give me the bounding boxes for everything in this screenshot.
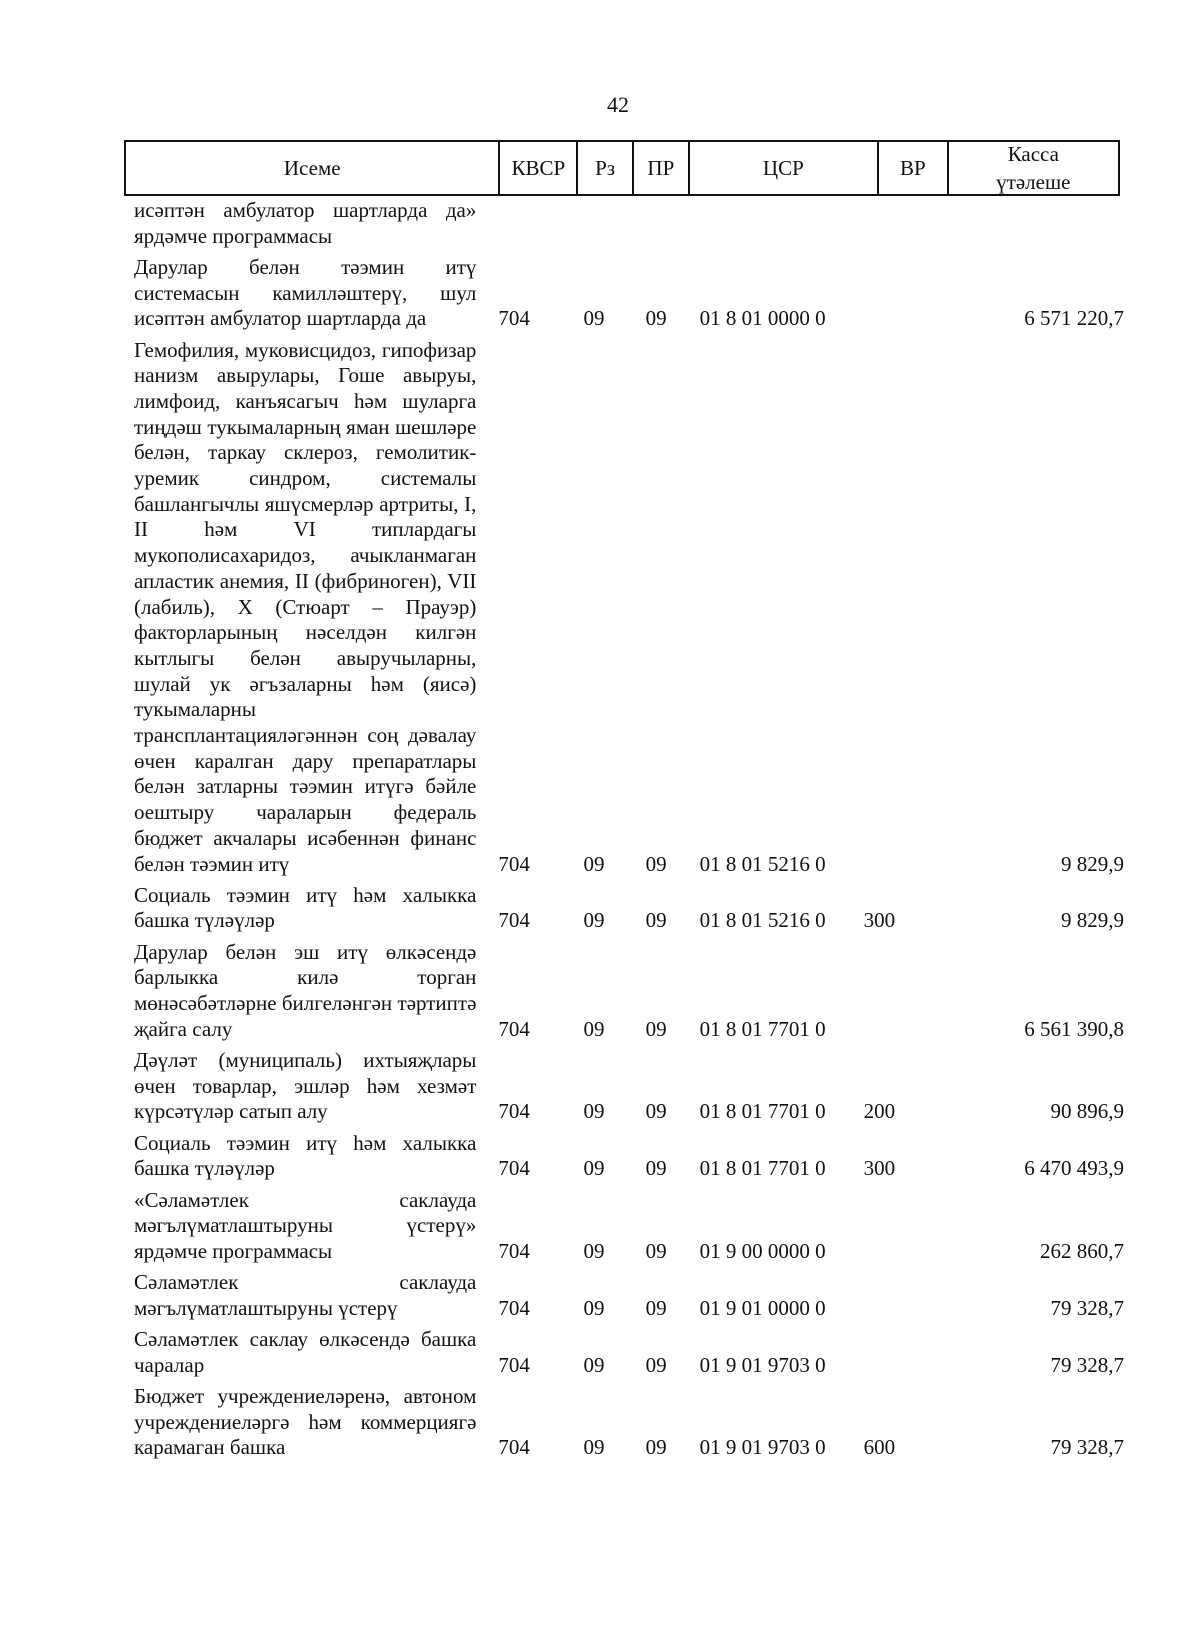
row-sum: 6 561 390,8	[1024, 1016, 1125, 1041]
row-csr: 01 8 01 5216 0	[699, 908, 826, 933]
row-kvsr: 704	[498, 1352, 530, 1377]
row-kvsr: 704	[498, 1295, 530, 1320]
row-rz: 09	[583, 908, 605, 933]
table-row	[134, 198, 1124, 249]
row-pr: 09	[645, 1435, 667, 1460]
header-name: Исеме	[126, 142, 500, 194]
row-rz: 09	[583, 1156, 605, 1181]
table-row	[134, 1270, 1124, 1321]
row-csr: 01 9 01 9703 0	[699, 1352, 826, 1377]
row-vr: 300	[863, 1156, 896, 1181]
row-kvsr: 704	[498, 1238, 530, 1263]
row-vr: 200	[863, 1099, 896, 1124]
row-name: Дәүләт (муниципаль) ихтыяҗлары өчен товарлар, эшләр һәм хезмәт күрсәтүләр сатып алу	[134, 1048, 477, 1124]
row-sum: 79 328,7	[1050, 1435, 1125, 1460]
header-kvsr: КВСР	[500, 142, 578, 194]
header-sum-line2: үтәлеше	[996, 170, 1071, 194]
row-csr: 01 9 01 9703 0	[699, 1435, 826, 1460]
row-pr: 09	[645, 1295, 667, 1320]
row-csr: 01 8 01 7701 0	[699, 1156, 826, 1181]
row-sum: 6 470 493,9	[1024, 1156, 1125, 1181]
row-sum: 90 896,9	[1050, 1099, 1125, 1124]
row-rz: 09	[583, 1238, 605, 1263]
row-csr: 01 8 01 7701 0	[699, 1099, 826, 1124]
row-name: Сәламәтлек саклау өлкәсендә башка чаралар	[134, 1327, 477, 1377]
table-row	[134, 1131, 1124, 1182]
table-row	[134, 940, 1124, 1043]
row-sum: 79 328,7	[1050, 1352, 1125, 1377]
row-name: Социаль тәэмин итү һәм халыкка башка түләүләр	[134, 1130, 477, 1181]
row-rz: 09	[583, 1295, 605, 1320]
table-row	[134, 1384, 1124, 1461]
row-kvsr: 704	[498, 908, 530, 933]
row-sum: 9 829,9	[1061, 908, 1125, 933]
row-kvsr: 704	[498, 1099, 530, 1124]
row-rz: 09	[583, 1099, 605, 1124]
row-sum: 262 860,7	[1040, 1238, 1125, 1263]
row-csr: 01 9 01 0000 0	[699, 1295, 826, 1320]
row-name: Социаль тәэмин итү һәм халыкка башка түләүләр	[134, 882, 477, 933]
row-rz: 09	[583, 306, 605, 331]
row-pr: 09	[645, 1238, 667, 1263]
row-sum: 6 571 220,7	[1024, 306, 1125, 331]
row-rz: 09	[583, 1016, 605, 1041]
row-pr: 09	[645, 1099, 667, 1124]
row-csr: 01 8 01 5216 0	[699, 851, 826, 876]
row-name: Дарулар белән эш итү өлкәсендә барлыкка килә торган мөнәсәбәтләрне билгеләнгән тәртиптә җайга салу	[134, 939, 477, 1041]
row-rz: 09	[583, 851, 605, 876]
row-csr: 01 8 01 7701 0	[699, 1016, 826, 1041]
header-pr: ПР	[634, 142, 690, 194]
header-rz: Рз	[578, 142, 634, 194]
row-name: «Сәламәтлек саклауда мәгълүматлаштыруны үстерү» ярдәмче программасы	[134, 1187, 477, 1263]
row-name: Дарулар белән тәэмин итү системасын камилләштерү, шул исәптән амбулатор шартларда да	[134, 254, 477, 331]
table-row	[134, 255, 1124, 332]
row-kvsr: 704	[498, 1016, 530, 1041]
row-kvsr: 704	[498, 851, 530, 876]
row-name: Сәламәтлек саклауда мәгълүматлаштыруны үстерү	[134, 1270, 477, 1320]
row-kvsr: 704	[498, 1156, 530, 1181]
row-sum: 9 829,9	[1061, 851, 1125, 876]
page-number: 42	[607, 92, 629, 117]
row-sum: 79 328,7	[1050, 1295, 1125, 1320]
row-kvsr: 704	[498, 306, 530, 331]
row-pr: 09	[645, 1156, 667, 1181]
header-csr: ЦСР	[690, 142, 879, 194]
row-csr: 01 8 01 0000 0	[699, 306, 826, 331]
header-vr: ВР	[879, 142, 949, 194]
table-row	[134, 338, 1124, 878]
row-kvsr: 704	[498, 1435, 530, 1460]
row-name: исәптән амбулатор шартларда да» ярдәмче программасы	[134, 198, 477, 248]
table-body	[134, 198, 1124, 1467]
row-name: Бюджет учреждениеләренә, автоном учреждениеләргә һәм коммерциягә карамаган башка	[134, 1383, 477, 1460]
row-vr: 600	[863, 1435, 896, 1460]
row-pr: 09	[645, 1352, 667, 1377]
row-rz: 09	[583, 1435, 605, 1460]
table-row	[134, 1327, 1124, 1378]
table-row	[134, 1188, 1124, 1265]
row-vr: 300	[863, 908, 896, 933]
row-pr: 09	[645, 1016, 667, 1041]
header-sum-line1: Касса	[1007, 142, 1059, 166]
header-sum	[949, 142, 1118, 194]
row-pr: 09	[645, 851, 667, 876]
row-rz: 09	[583, 1352, 605, 1377]
row-csr: 01 9 00 0000 0	[699, 1238, 826, 1263]
row-name: Гемофилия, муковисцидоз, гипофизар нанизм авырулары, Гоше авыруы, лимфоид, канъясагыч һәм шуларга тиңдәш тукымаларның яман шешләре белән, таркау склероз, гемолитик-уремик синдром, системалы башлангычлы яшүсмерләр артриты, I, II һәм VI типлардагы мукополисахаридоз, ачыкланмаган апластик анемия, II (фибриноген), VII (лабиль), X (Стюарт – Прауэр) факторларының нәселдән килгән кытлыгы белән авыручыларны, шулай ук әгъзаларны һәм (яисә) тукымаларны трансплантацияләгәннән соң дәвалау өчен каралган дару препаратлары белән затларны тәэмин итүгә бәйле оештыру чараларын федераль бюджет акчалары исәбеннән финанс белән тәэмин итү	[134, 337, 477, 876]
row-pr: 09	[645, 908, 667, 933]
table-header	[124, 140, 1120, 196]
table-row	[134, 883, 1124, 934]
row-pr: 09	[645, 306, 667, 331]
table-row	[134, 1048, 1124, 1125]
